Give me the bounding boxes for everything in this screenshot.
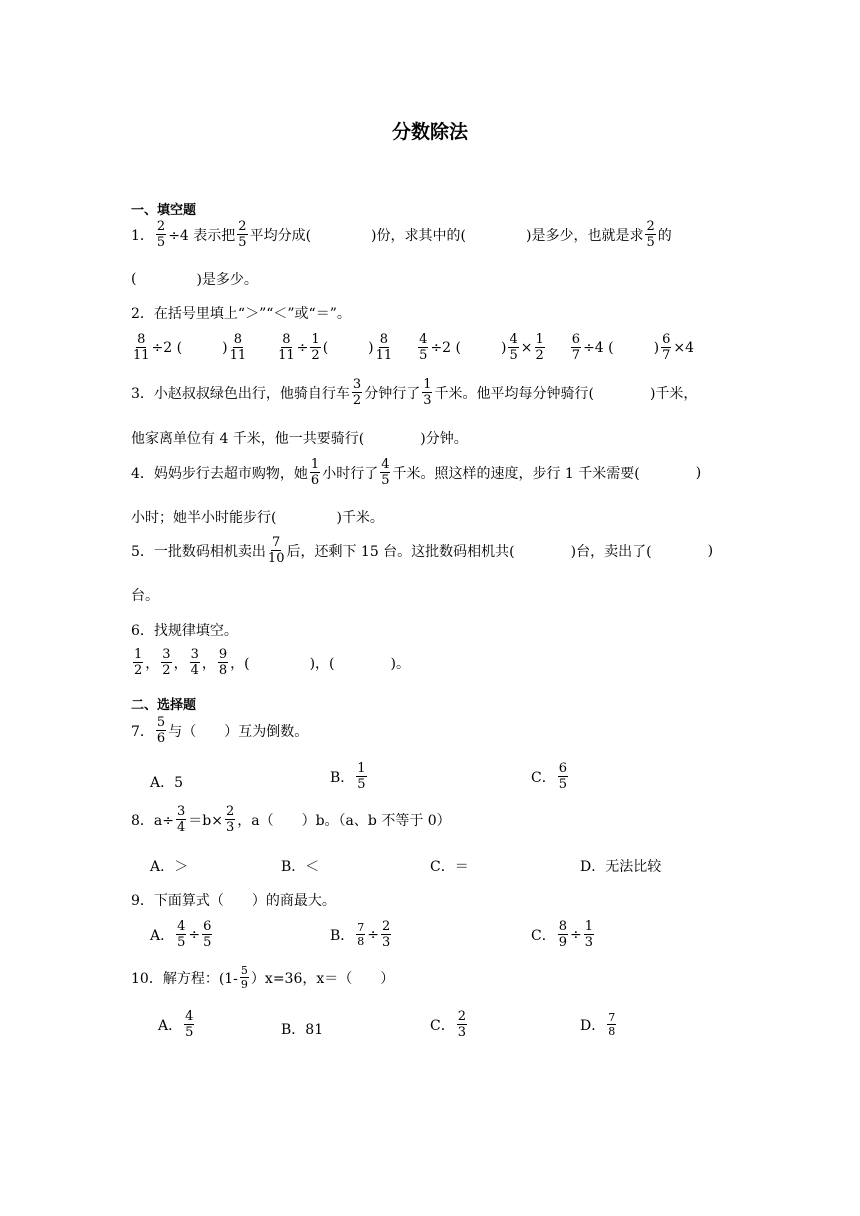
q7-option-a[interactable]: A．5: [150, 775, 184, 791]
fraction: $\frac{1}{5}$: [357, 761, 366, 792]
divide-sign: ÷: [188, 926, 201, 943]
page-title: 分数除法: [391, 121, 468, 143]
option-label: C．: [531, 927, 556, 944]
q8-option-a[interactable]: A．＞: [150, 859, 189, 875]
q2-text: ÷2 (: [430, 339, 462, 356]
q5-text: 5．一批数码相机卖出: [131, 543, 266, 560]
fraction: $\frac{6}{5}$: [558, 761, 567, 792]
fraction: $\frac{2}{3}$: [457, 1009, 466, 1040]
option-label: B．: [330, 769, 355, 786]
question-5-line-1: [131, 536, 713, 565]
fraction: $\frac{8}{11}$: [133, 332, 150, 363]
fraction: $\frac{2}{5}$: [238, 219, 247, 250]
option-label: C．: [531, 769, 556, 786]
fraction: $\frac{1}{6}$: [310, 457, 320, 488]
q8-text: 8．a÷: [131, 812, 174, 829]
q10-option-a[interactable]: [158, 1010, 196, 1039]
q8-text: ＝b×: [188, 812, 223, 829]
question-7: [131, 716, 308, 745]
section-fill-blank-heading: 一、填空题: [131, 203, 197, 218]
q6-text: 6．找规律填空。: [131, 623, 238, 639]
q2-text: ×: [520, 339, 533, 356]
q3-text: 他家离单位有 4 千米，他一共要骑行(: [131, 431, 365, 447]
q1-text: 的: [657, 227, 672, 244]
q1-text: )份，求其中的(: [371, 227, 466, 244]
section-choice-heading: 二、选择题: [131, 698, 197, 713]
fraction: $\frac{6}{5}$: [203, 919, 212, 950]
question-6-sequence: [131, 648, 410, 677]
q8-option-b[interactable]: B．＜: [281, 859, 320, 875]
fraction: $\frac{1}{2}$: [535, 332, 544, 363]
q2-text: ): [501, 339, 507, 356]
q4-text: )千米。: [336, 510, 384, 526]
q8-option-c[interactable]: C．＝: [430, 859, 469, 875]
q5-text: 台。: [131, 588, 159, 604]
fraction: $\frac{2}{5}$: [646, 219, 655, 250]
question-4-line-2: [131, 507, 384, 527]
question-3-line-2: [131, 428, 468, 448]
q5-text: )台，卖出了(: [570, 543, 652, 560]
fraction: $\frac{8}{11}$: [375, 332, 393, 363]
fraction: $\frac{5}{6}$: [156, 715, 166, 746]
q1-text: (: [131, 271, 137, 287]
fraction: $\frac{6}{7}$: [571, 332, 581, 363]
q3-text: 3．小赵叔叔绿色出行，他骑自行车: [131, 385, 350, 402]
q8-text: ，a（ ）b。（a、b 不等于 0）: [237, 812, 451, 829]
question-1-line-1: [131, 220, 672, 249]
question-2-comparisons: [131, 333, 694, 362]
q2-text: (: [322, 339, 329, 356]
fraction: $\frac{7}{10}$: [267, 535, 285, 566]
fraction: $\frac{1}{3}$: [584, 919, 594, 950]
question-8: [131, 805, 451, 834]
q2-text: ÷2 (: [151, 339, 183, 356]
q10-option-b[interactable]: B．81: [281, 1022, 324, 1038]
option-label: A．: [158, 1017, 183, 1034]
fraction: $\frac{2}{3}$: [225, 804, 235, 835]
fraction: $\frac{4}{5}$: [419, 332, 428, 363]
q2-text: ): [222, 339, 228, 356]
divide-sign: ÷: [367, 926, 380, 943]
q3-text: 分钟行了: [364, 385, 421, 402]
q4-text: 4．妈妈步行去超市购物，她: [131, 465, 308, 482]
q9-text: 9．下面算式（ ）的商最大。: [131, 893, 336, 909]
q2-text: 2．在括号里填上“＞”“＜”或“＝”。: [131, 306, 351, 322]
q6-comma: ，: [145, 655, 160, 672]
q5-text: 后，还剩下 15 台。这批数码相机共(: [286, 543, 515, 560]
fraction: $\frac{5}{9}$: [240, 964, 248, 991]
fraction: $\frac{2}{5}$: [156, 219, 166, 250]
q7-text: 与（ ）互为倒数。: [168, 723, 309, 740]
q3-text: )分钟。: [420, 431, 468, 447]
q2-text: ): [368, 339, 374, 356]
q6-text: )。: [390, 655, 410, 672]
question-9: [131, 890, 336, 910]
fraction: $\frac{1}{3}$: [423, 377, 432, 408]
q9-option-b[interactable]: [330, 920, 393, 949]
q10-option-d[interactable]: [580, 1012, 618, 1037]
fraction: $\frac{3}{4}$: [190, 647, 199, 678]
fraction: $\frac{7}{8}$: [608, 1011, 616, 1038]
q3-text: )千米，: [649, 385, 698, 402]
question-6-text: [131, 620, 238, 640]
option-label: B．: [330, 927, 355, 944]
fraction: $\frac{8}{11}$: [229, 332, 247, 363]
fraction: $\frac{9}{8}$: [218, 647, 228, 678]
q8-option-d[interactable]: D．无法比较: [580, 859, 662, 875]
q4-text: 小时；她半小时能步行(: [131, 510, 277, 526]
q5-text: ): [707, 542, 714, 559]
fraction: $\frac{1}{2}$: [134, 647, 143, 678]
option-label: D．: [580, 1017, 606, 1034]
q7-option-c[interactable]: [531, 762, 570, 791]
q10-text: ）x=36，x＝（ ）: [250, 970, 395, 987]
q10-option-c[interactable]: [430, 1010, 469, 1039]
question-5-line-2: [131, 585, 159, 605]
question-2-text: [131, 303, 351, 323]
fraction: $\frac{1}{2}$: [311, 332, 320, 363]
q9-option-a[interactable]: [150, 920, 214, 949]
q10-text: 10．解方程：(1-: [131, 970, 238, 987]
q6-comma: ，: [173, 655, 188, 672]
q7-text: 7．: [131, 723, 154, 740]
fraction: $\frac{3}{4}$: [176, 804, 186, 835]
option-label: A．: [150, 927, 175, 944]
q1-number: 1．: [131, 227, 154, 244]
fraction: $\frac{4}{5}$: [509, 332, 518, 363]
q7-option-b[interactable]: [330, 762, 369, 791]
question-1-line-2: [131, 269, 258, 289]
q3-text: 千米。他平均每分钟骑行(: [434, 385, 594, 402]
fraction: $\frac{8}{11}$: [278, 332, 295, 363]
q1-text: 平均分成(: [249, 227, 312, 244]
q4-text: 小时行了: [322, 465, 379, 482]
q2-text: ÷: [296, 339, 309, 356]
fraction: $\frac{4}{5}$: [177, 919, 186, 950]
fraction: $\frac{6}{7}$: [662, 332, 671, 363]
q9-option-c[interactable]: [531, 920, 596, 949]
q2-text: ×4: [673, 339, 695, 356]
q1-text: )是多少，也就是求: [525, 227, 644, 244]
q2-text: ÷4 (: [583, 339, 614, 356]
fraction: $\frac{3}{2}$: [162, 647, 171, 678]
q6-comma: ，: [201, 655, 216, 672]
question-10: [131, 965, 394, 990]
fraction: $\frac{4}{5}$: [381, 457, 390, 488]
q1-text: )是多少。: [196, 272, 258, 288]
q6-text: )，(: [309, 655, 335, 672]
q6-text: ，(: [230, 655, 250, 672]
question-3-line-1: [131, 378, 697, 407]
q2-text: ): [653, 339, 660, 356]
q1-text: ÷4 表示把: [168, 227, 236, 244]
option-label: C．: [430, 1017, 455, 1034]
fraction: $\frac{7}{8}$: [357, 921, 365, 948]
fraction: $\frac{8}{9}$: [558, 919, 567, 950]
divide-sign: ÷: [570, 926, 582, 943]
fraction: $\frac{3}{2}$: [352, 377, 362, 408]
question-4-line-1: [131, 458, 701, 487]
q4-text: ): [695, 464, 702, 481]
fraction: $\frac{4}{5}$: [185, 1009, 194, 1040]
fraction: $\frac{2}{3}$: [382, 919, 391, 950]
q4-text: 千米。照这样的速度，步行 1 千米需要(: [392, 465, 640, 482]
